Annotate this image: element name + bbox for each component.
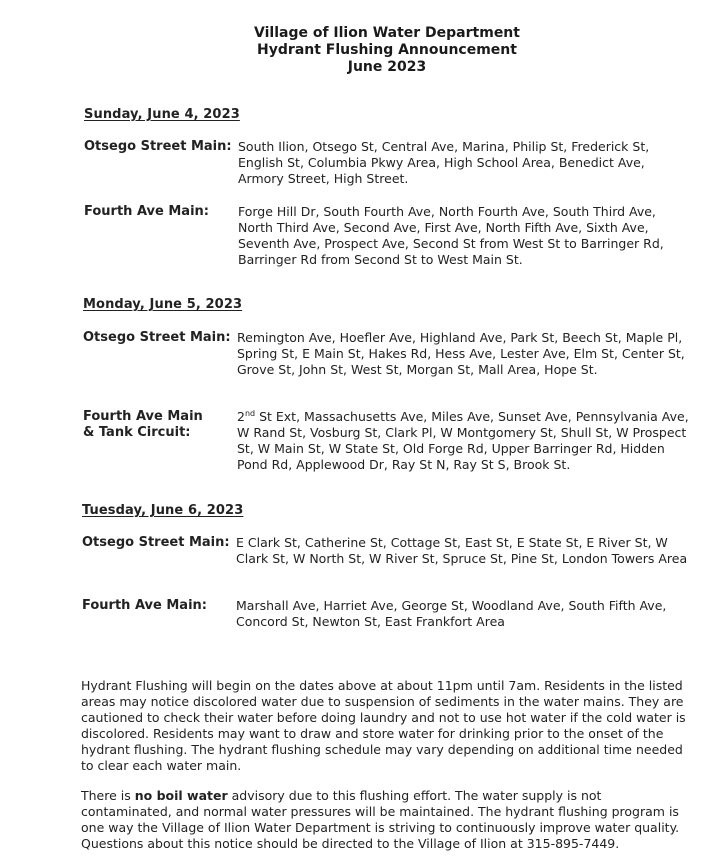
street-list: Marshall Ave, Harriet Ave, George St, Woodland Ave, South Fifth Ave, Concord St, Newton St, East Frankfort Area (236, 598, 667, 629)
main-label: Otsego Street Main: (84, 139, 232, 154)
street-list: South Ilion, Otsego St, Central Ave, Marina, Philip St, Frederick St, English St, Columbia Pkwy Area, High School Area, Benedict Ave, Armory Street, High Street. (238, 139, 650, 186)
day-heading-monday: Monday, June 5, 2023 (83, 297, 243, 312)
main-label: Otsego Street Main: (83, 330, 231, 345)
main-label: Fourth Ave Main: (84, 204, 209, 219)
street-list: Forge Hill Dr, South Fourth Ave, North Fourth Ave, South Third Ave, North Third Ave, Second Ave, First Ave, North Fifth Ave, Sixth Ave, Seventh Ave, Prospect Ave, Second St from West St to Barringer Rd, Barringer Rd from Second St to West Main St. (238, 204, 664, 267)
advisory-paragraph: There is no boil water advisory due to this flushing effort. The water supply is not contaminated, and normal water pressures will be maintained. The hydrant flushing program is one way the Village of Ilion Water Department is striving to continuously improve water quality. Questions about this notice should be directed to the Village of Ilion at 315-895-7449. (81, 788, 680, 851)
flushing-notice-paragraph: Hydrant Flushing will begin on the dates above at about 11pm until 7am. Residents in the listed areas may notice discolored water due to suspension of sediments in the water mains. They are cautioned to check their water before doing laundry and not to use hot water if the cold water is discolored. Residents may want to draw and store water for drinking prior to the onset of the hydrant flushing. The hydrant flushing schedule may vary depending on additional time needed to clear each water main. (81, 678, 686, 773)
day-heading-sunday: Sunday, June 4, 2023 (84, 107, 240, 122)
main-label: Otsego Street Main: (82, 535, 230, 550)
main-label: Fourth Ave Main & Tank Circuit: (83, 409, 203, 440)
street-list: 2nd St Ext, Massachusetts Ave, Miles Ave, Sunset Ave, Pennsylvania Ave, W Rand St, Vosburg St, Clark Pl, W Montgomery St, Shull St, W Prospect St, W Main St, W State St, Old Forge Rd, Upper Barringer Rd, Hidden Pond Rd, Applewood Dr, Ray St N, Ray St S, Brook St. (237, 408, 689, 472)
street-list: E Clark St, Catherine St, Cottage St, East St, E State St, E River St, W Clark St, W North St, W River St, Spruce St, Pine St, London Towers Area (236, 535, 688, 566)
main-label: Fourth Ave Main: (82, 598, 207, 613)
department-title: Village of Ilion Water Department (254, 25, 520, 41)
announcement-title: Hydrant Flushing Announcement (257, 42, 517, 58)
street-list: Remington Ave, Hoefler Ave, Highland Ave, Park St, Beech St, Maple Pl, Spring St, E Main St, Hakes Rd, Hess Ave, Lester Ave, Elm St, Center St, Grove St, John St, West St, Morgan St, Mall Area, Hope St. (237, 330, 685, 377)
month-title: June 2023 (347, 59, 427, 75)
day-heading-tuesday: Tuesday, June 6, 2023 (82, 503, 244, 518)
